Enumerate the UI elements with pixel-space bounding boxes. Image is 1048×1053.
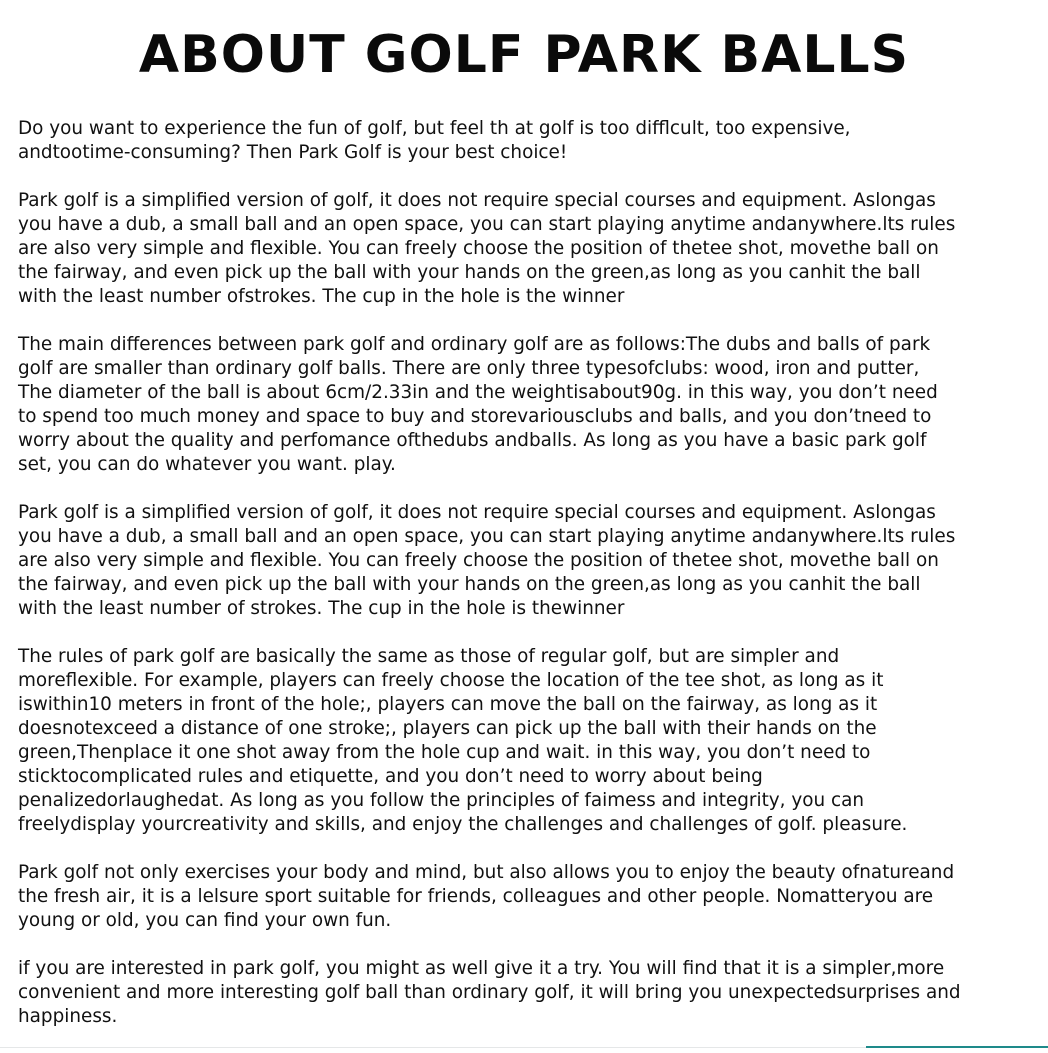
text-line: golf are smaller than ordinary golf balls. There are only three typesofclubs: wood, iron and putter, — [18, 358, 920, 379]
text-line: are also very simple and flexible. You can freely choose the position of thetee shot, movethe ball on — [18, 550, 939, 571]
paragraph-rules — [18, 645, 1034, 837]
text-line: freelydisplay yourcreativity and skills, and enjoy the challenges and challenges of golf. pleasure. — [18, 814, 908, 835]
text-line: The main differences between park golf and ordinary golf are as follows:The dubs and balls of park — [18, 334, 931, 355]
text-line: iswithin10 meters in front of the hole;, players can move the ball on the fairway, as long as it — [18, 694, 878, 715]
text-line: green,Thenplace it one shot away from the hole cup and wait. in this way, you don’t need to — [18, 742, 871, 763]
text-line: the fresh air, it is a lelsure sport suitable for friends, colleagues and other people. Nomatteryou are — [18, 886, 934, 907]
text-line: with the least number ofstrokes. The cup in the hole is the winner — [18, 286, 625, 307]
text-line: convenient and more interesting golf ball than ordinary golf, it will bring you unexpectedsurprises and — [18, 982, 961, 1003]
paragraph-differences — [18, 333, 1034, 477]
text-line: The rules of park golf are basically the same as those of regular golf, but are simpler and — [18, 646, 840, 667]
text-line: moreflexible. For example, players can freely choose the location of the tee shot, as long as it — [18, 670, 884, 691]
paragraph-benefits — [18, 861, 1034, 933]
text-line: you have a dub, a small ball and an open space, you can start playing anytime andanywhere.lts rules — [18, 214, 956, 235]
paragraph-simplified-version-repeat — [18, 501, 1034, 621]
text-line: penalizedorlaughedat. As long as you follow the principles of faimess and integrity, you can — [18, 790, 865, 811]
text-line: are also very simple and flexible. You can freely choose the position of thetee shot, movethe ball on — [18, 238, 939, 259]
text-line: Park golf not only exercises your body and mind, but also allows you to enjoy the beauty ofnatureand — [18, 862, 955, 883]
text-line: sticktocomplicated rules and etiquette, and you don’t need to worry about being — [18, 766, 763, 787]
text-line: if you are interested in park golf, you might as well give it a try. You will find that it is a simpler,more — [18, 958, 945, 979]
text-line: to spend too much money and space to buy and storevariousclubs and balls, and you don’tneed to — [18, 406, 932, 427]
text-line: Park golf is a simplified version of golf, it does not require special courses and equipment. Aslongas — [18, 190, 936, 211]
text-line: the fairway, and even pick up the ball with your hands on the green,as long as you canhit the ball — [18, 262, 921, 283]
page-title: ABOUT GOLF PARK BALLS — [138, 25, 910, 85]
paragraph-simplified-version — [18, 189, 1034, 309]
article-body — [18, 117, 1034, 1053]
text-line: The diameter of the ball is about 6cm/2.33in and the weightisabout90g. in this way, you don’t need — [18, 382, 938, 403]
text-line: Park golf is a simplified version of golf, it does not require special courses and equipment. Aslongas — [18, 502, 936, 523]
text-line: with the least number of strokes. The cup in the hole is thewinner — [18, 598, 625, 619]
text-line: worry about the quality and perfomance ofthedubs andballs. As long as you have a basic park golf — [18, 430, 927, 451]
text-line: young or old, you can find your own fun. — [18, 910, 392, 931]
text-line: Do you want to experience the fun of golf, but feel th at golf is too difflcult, too expensive, — [18, 118, 851, 139]
text-line: the fairway, and even pick up the ball with your hands on the green,as long as you canhit the ball — [18, 574, 921, 595]
text-line: andtootime-consuming? Then Park Golf is your best choice! — [18, 142, 568, 163]
text-line: happiness. — [18, 1006, 118, 1027]
paragraph-conclusion — [18, 957, 1034, 1029]
text-line: set, you can do whatever you want. play. — [18, 454, 396, 475]
paragraph-intro — [18, 117, 1034, 165]
text-line: doesnotexceed a distance of one stroke;, players can pick up the ball with their hands on the — [18, 718, 877, 739]
text-line: you have a dub, a small ball and an open space, you can start playing anytime andanywhere.lts rules — [18, 526, 956, 547]
